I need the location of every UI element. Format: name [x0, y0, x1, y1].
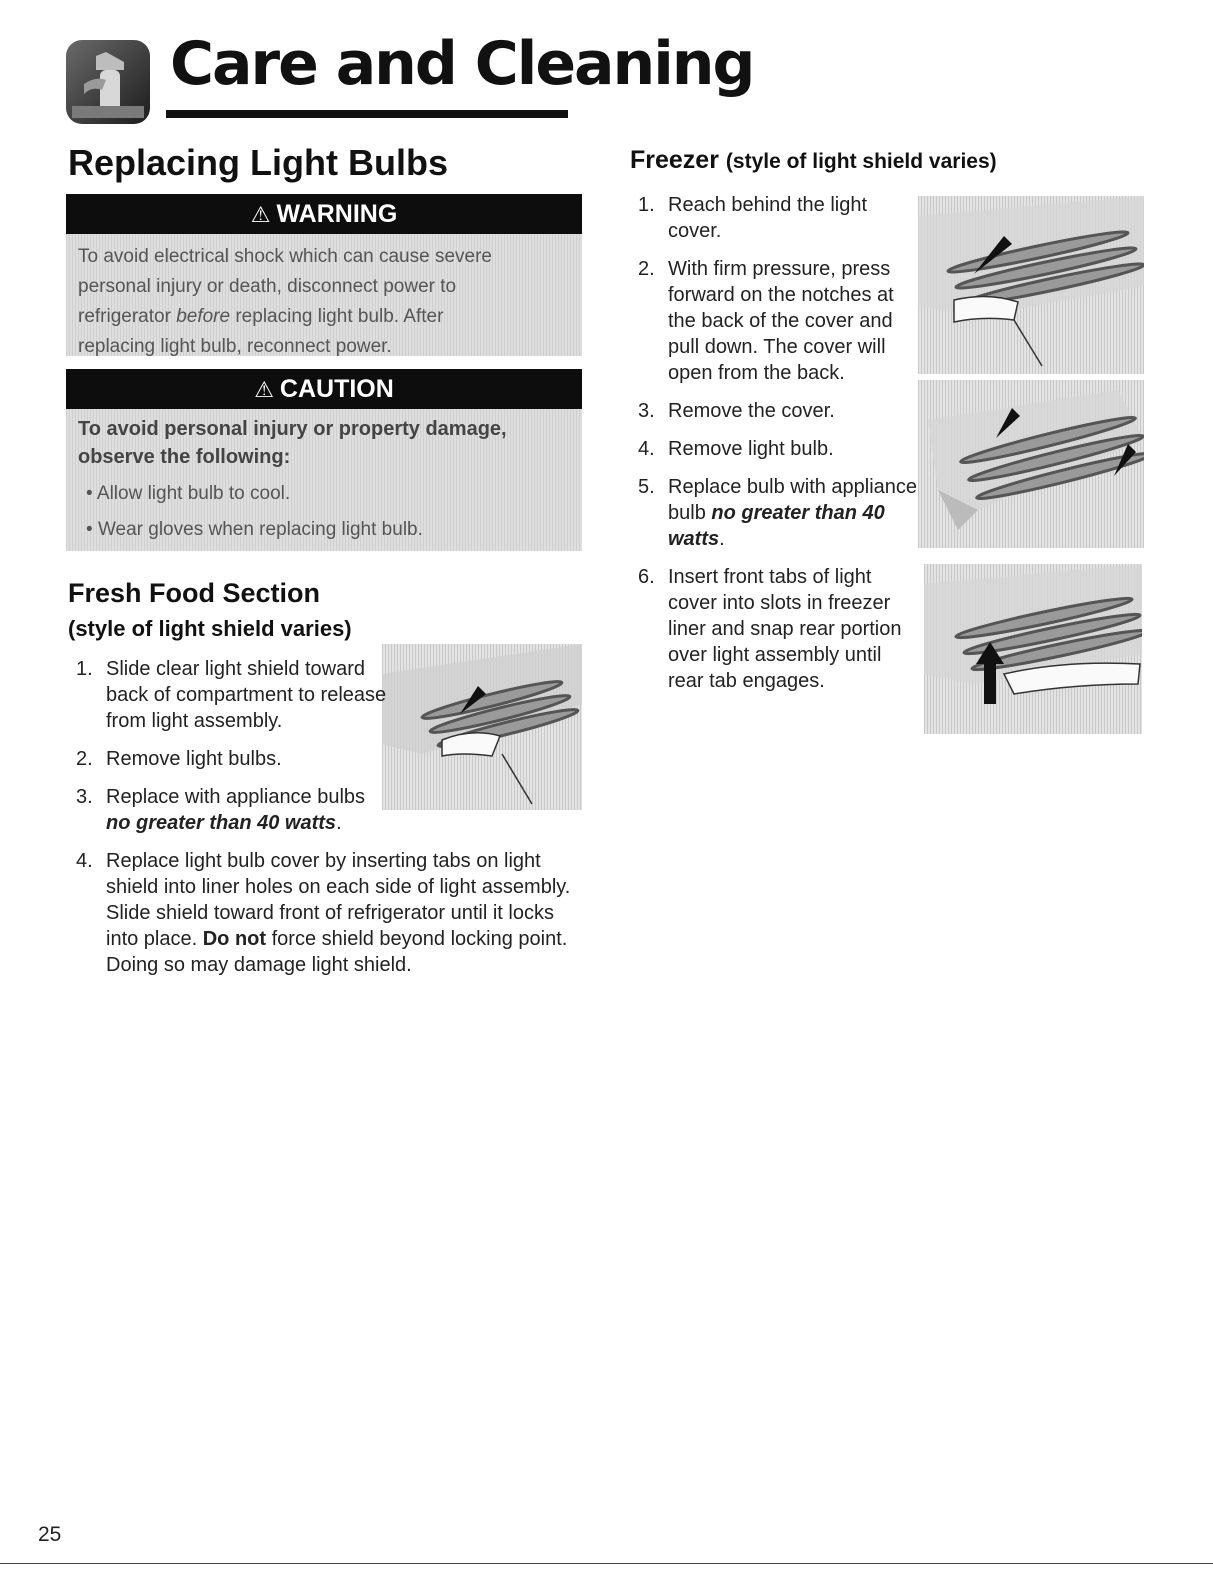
- caution-box: [66, 369, 582, 551]
- wattage-limit: no greater than 40 watts: [668, 502, 885, 550]
- list-item: 4. Replace light bulb cover by inserting tabs on light shield into liner holes on each side of light assembly. Slide shield toward front of refrigerator until it locks into place. Do not force shield beyond locking point. Doing so may damage light shield.: [76, 850, 571, 976]
- warning-box: [66, 194, 582, 356]
- warning-text: [66, 234, 582, 356]
- warning-label: WARNING: [276, 200, 398, 228]
- list-item: 1. Reach behind the light cover.: [638, 194, 868, 242]
- list-item: 3. Remove the cover.: [638, 400, 835, 422]
- warning-triangle-icon: ⚠: [250, 202, 271, 227]
- freezer-title: Freezer (style of light shield varies): [630, 146, 997, 174]
- freezer-reach-behind-photo: [918, 196, 1144, 374]
- page-number: 25: [38, 1523, 62, 1546]
- fresh-food-subtitle: (style of light shield varies): [68, 616, 352, 641]
- list-item: 6. Insert front tabs of light cover into slots in freezer liner and snap rear portion over light assembly until rear tab engages.: [638, 566, 902, 692]
- caution-triangle-icon: ⚠: [254, 377, 274, 402]
- warning-line: replacing light bulb, reconnect power.: [78, 336, 392, 357]
- do-not-emphasis: Do not: [202, 928, 267, 950]
- fresh-food-steps: [70, 656, 590, 990]
- list-item: 2. With firm pressure, press forward on the notches at the back of the cover and pull down. The cover will open from the back.: [638, 258, 894, 384]
- freezer-insert-tabs-photo: [924, 564, 1142, 734]
- section-header-title: Care and Cleaning: [170, 29, 754, 99]
- list-item: 5. Replace bulb with appliance bulb no greater than 40 watts.: [638, 476, 918, 550]
- caution-bar: [66, 369, 582, 409]
- spray-bottle-icon: [66, 40, 150, 124]
- list-item: 4. Remove light bulb.: [638, 438, 834, 460]
- caution-lead: To avoid personal injury or property damage, observe the following:: [78, 418, 507, 468]
- fresh-food-title: Fresh Food Section: [68, 578, 321, 608]
- list-item: 3. Replace with appliance bulbs no greater than 40 watts.: [76, 786, 366, 834]
- warning-line: personal injury or death, disconnect power to: [78, 276, 457, 297]
- header-underline: [166, 110, 568, 118]
- warning-bar: [66, 194, 582, 234]
- caution-bullet: • Wear gloves when replacing light bulb.: [86, 519, 423, 540]
- caution-bullet: • Allow light bulb to cool.: [86, 483, 291, 504]
- page-title: Replacing Light Bulbs: [68, 142, 449, 183]
- freezer-steps: [632, 192, 922, 706]
- caution-text: [66, 409, 582, 551]
- emphasis: before: [176, 306, 231, 327]
- caution-label: CAUTION: [279, 375, 394, 403]
- footer-rule: [0, 1563, 1213, 1564]
- freezer-cover-open-photo: [918, 380, 1144, 548]
- list-item: 1. Slide clear light shield toward back of compartment to release from light assembly.: [76, 658, 387, 732]
- warning-line: To avoid electrical shock which can cause severe: [78, 246, 492, 267]
- wattage-limit: no greater than 40 watts: [106, 812, 337, 834]
- list-item: 2. Remove light bulbs.: [76, 748, 282, 770]
- warning-line: refrigerator before replacing light bulb. After: [78, 306, 444, 327]
